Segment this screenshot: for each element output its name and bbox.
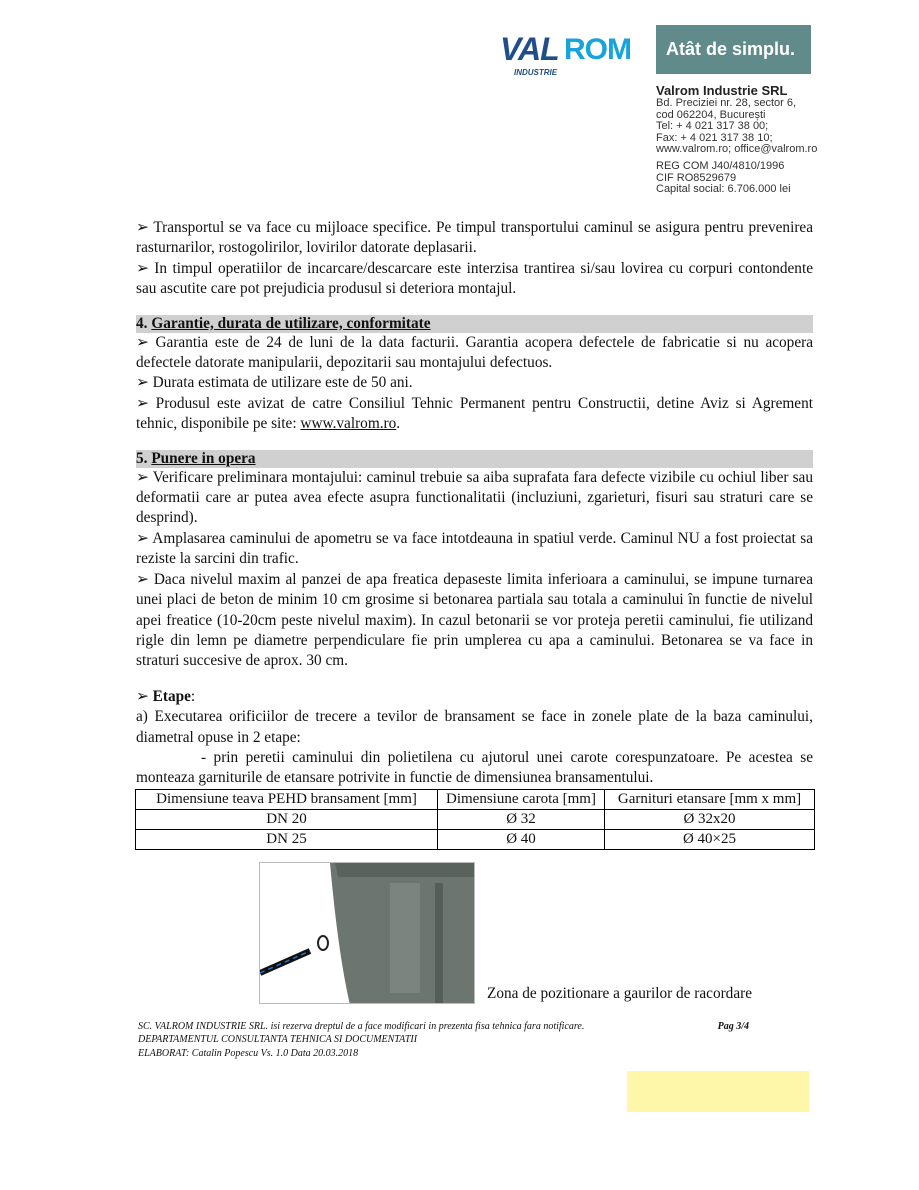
table-cell: Ø 32x20 bbox=[605, 809, 815, 829]
etape-label: Etape bbox=[152, 687, 191, 705]
reg-com: REG COM J40/4810/1996 bbox=[656, 159, 785, 172]
table-header: Dimensiune carota [mm] bbox=[438, 789, 605, 809]
table-header: Garnituri etansare [mm x mm] bbox=[605, 789, 815, 809]
paragraph-text: ➢ Produsul este avizat de catre Consiliul Tehnic Permanent pentru Constructii, detine Aviz si Agrement tehnic, disponibile pe site: bbox=[136, 394, 813, 433]
section-5-body bbox=[136, 468, 813, 672]
logo-val: VAL bbox=[500, 31, 559, 67]
bullet: ➢ bbox=[136, 687, 153, 705]
page-number: Pag 3/4 bbox=[717, 1020, 749, 1032]
footer-line: SC. VALROM INDUSTRIE SRL. isi rezerva dreptul de a face modificari in prezenta fisa tehnica fara notificare. bbox=[138, 1020, 585, 1032]
table-row bbox=[136, 829, 815, 849]
paragraph: ➢ Daca nivelul maxim al panzei de apa freatica depaseste limita inferioara a caminului, se impune turnarea unei placi de beton de minim 10 cm grosime si betonarea partiala sau totala a caminului în functie de nivelul apei freatice (10-20cm peste nivelul maxim). In cazul betonarii se vor proteja peretii caminului, fie utilizand rigle din lemn pe diametre perpendiculare fie prin umplerea cu apa a caminului. Betonarea se va face in straturi succesive de aprox. 30 cm. bbox=[136, 570, 813, 670]
footer-line: DEPARTAMENTUL CONSULTANTA TEHNICA SI DOCUMENTATII bbox=[138, 1034, 418, 1046]
paragraph: ➢ Verificare preliminara montajului: caminul trebuie sa aiba suprafata fara defecte vizibile cu ochiul liber sau deformatii care ar putea avea efecte asupra functionalitatii (incluziuni, zgarieturi, fisuri sau straturi care se desprind). bbox=[136, 468, 813, 527]
section-4-heading bbox=[136, 315, 813, 333]
logo-rom: ROM bbox=[564, 33, 631, 66]
etape-heading bbox=[136, 687, 813, 707]
section-5-heading bbox=[136, 450, 813, 468]
section-title: Garantie, durata de utilizare, conformitate bbox=[151, 314, 431, 332]
table-header: Dimensiune teava PEHD bransament [mm] bbox=[136, 789, 438, 809]
section-title: Punere in opera bbox=[151, 449, 256, 467]
intro-text bbox=[136, 218, 813, 300]
paragraph: ➢ Transportul se va face cu mijloace specifice. Pe timpul transportului caminul se asigura pentru prevenirea rasturnarilor, rostogolirilor, lovirilor datorate deplasarii. bbox=[136, 219, 813, 257]
dimensions-table bbox=[135, 789, 815, 850]
paragraph: ➢ Durata estimata de utilizare este de 50 ani. bbox=[136, 374, 413, 392]
table-cell: Ø 40×25 bbox=[605, 829, 815, 849]
address-line: cod 062204, București bbox=[656, 108, 766, 121]
footer-area bbox=[136, 1020, 813, 1112]
yellow-note-box bbox=[627, 1071, 809, 1112]
address-line: Bd. Preciziei nr. 28, sector 6, bbox=[656, 97, 797, 109]
table-cell: DN 20 bbox=[136, 809, 438, 829]
valrom-logo bbox=[500, 32, 640, 80]
company-address bbox=[656, 83, 817, 196]
paragraph: ➢ Garantia este de 24 de luni de la data facturii. Garantia acopera defectele de fabricatie si nu acopera defectele datorate manipularii, depozitarii sau montajului defectuos. bbox=[136, 333, 813, 372]
capital: Capital social: 6.706.000 lei bbox=[656, 183, 791, 196]
table-cell: Ø 40 bbox=[438, 829, 605, 849]
cif: CIF RO8529679 bbox=[656, 171, 737, 184]
footer-line: ELABORAT: Catalin Popescu Vs. 1.0 Data 20.03.2018 bbox=[138, 1047, 359, 1059]
figure-caption: Zona de pozitionare a gaurilor de racordare bbox=[487, 984, 753, 1002]
section-number: 4. bbox=[136, 314, 148, 332]
table-cell: DN 25 bbox=[136, 829, 438, 849]
paragraph: ➢ In timpul operatiilor de incarcare/descarcare este interzisa trantirea si/sau lovirea cu corpuri contondente sau ascutite care pot prejudicia produsul si deteriora montajul. bbox=[136, 259, 813, 298]
web-email: www.valrom.ro; office@valrom.ro bbox=[656, 143, 818, 156]
figure bbox=[136, 862, 813, 1004]
paragraph bbox=[136, 394, 813, 435]
colon: : bbox=[190, 687, 196, 705]
manhole-photo bbox=[259, 862, 475, 1004]
etape-block bbox=[136, 687, 813, 789]
footer bbox=[138, 1020, 738, 1060]
section-4-body bbox=[136, 333, 813, 435]
table-header-row bbox=[136, 789, 815, 809]
punctuation: . bbox=[396, 415, 401, 433]
table-row bbox=[136, 809, 815, 829]
logo-subtitle: INDUSTRIE bbox=[514, 68, 558, 77]
valrom-link[interactable]: www.valrom.ro bbox=[300, 415, 397, 433]
company-name: Valrom Industrie SRL bbox=[656, 83, 788, 98]
slogan: Atât de simplu. bbox=[656, 25, 811, 74]
table-cell: Ø 32 bbox=[438, 809, 605, 829]
paragraph: a) Executarea orificiilor de trecere a tevilor de bransament se face in zonele plate de la baza caminului, diametral opuse in 2 etape: bbox=[136, 708, 813, 746]
document-body bbox=[136, 218, 813, 1112]
phone: Tel: + 4 021 317 38 00; bbox=[656, 120, 769, 133]
paragraph: - prin peretii caminului din polietilena cu ajutorul unei carote corespunzatoare. Pe acestea se monteaza garniturile de etansare potrivite in functie de dimensiunea bransamentului. bbox=[136, 748, 813, 787]
paragraph: ➢ Amplasarea caminului de apometru se va face intotdeauna in spatiul verde. Caminul NU a fost proiectat sa reziste la sarcini din trafic. bbox=[136, 529, 813, 568]
section-number: 5. bbox=[136, 449, 148, 467]
fax: Fax: + 4 021 317 38 10; bbox=[656, 131, 773, 144]
